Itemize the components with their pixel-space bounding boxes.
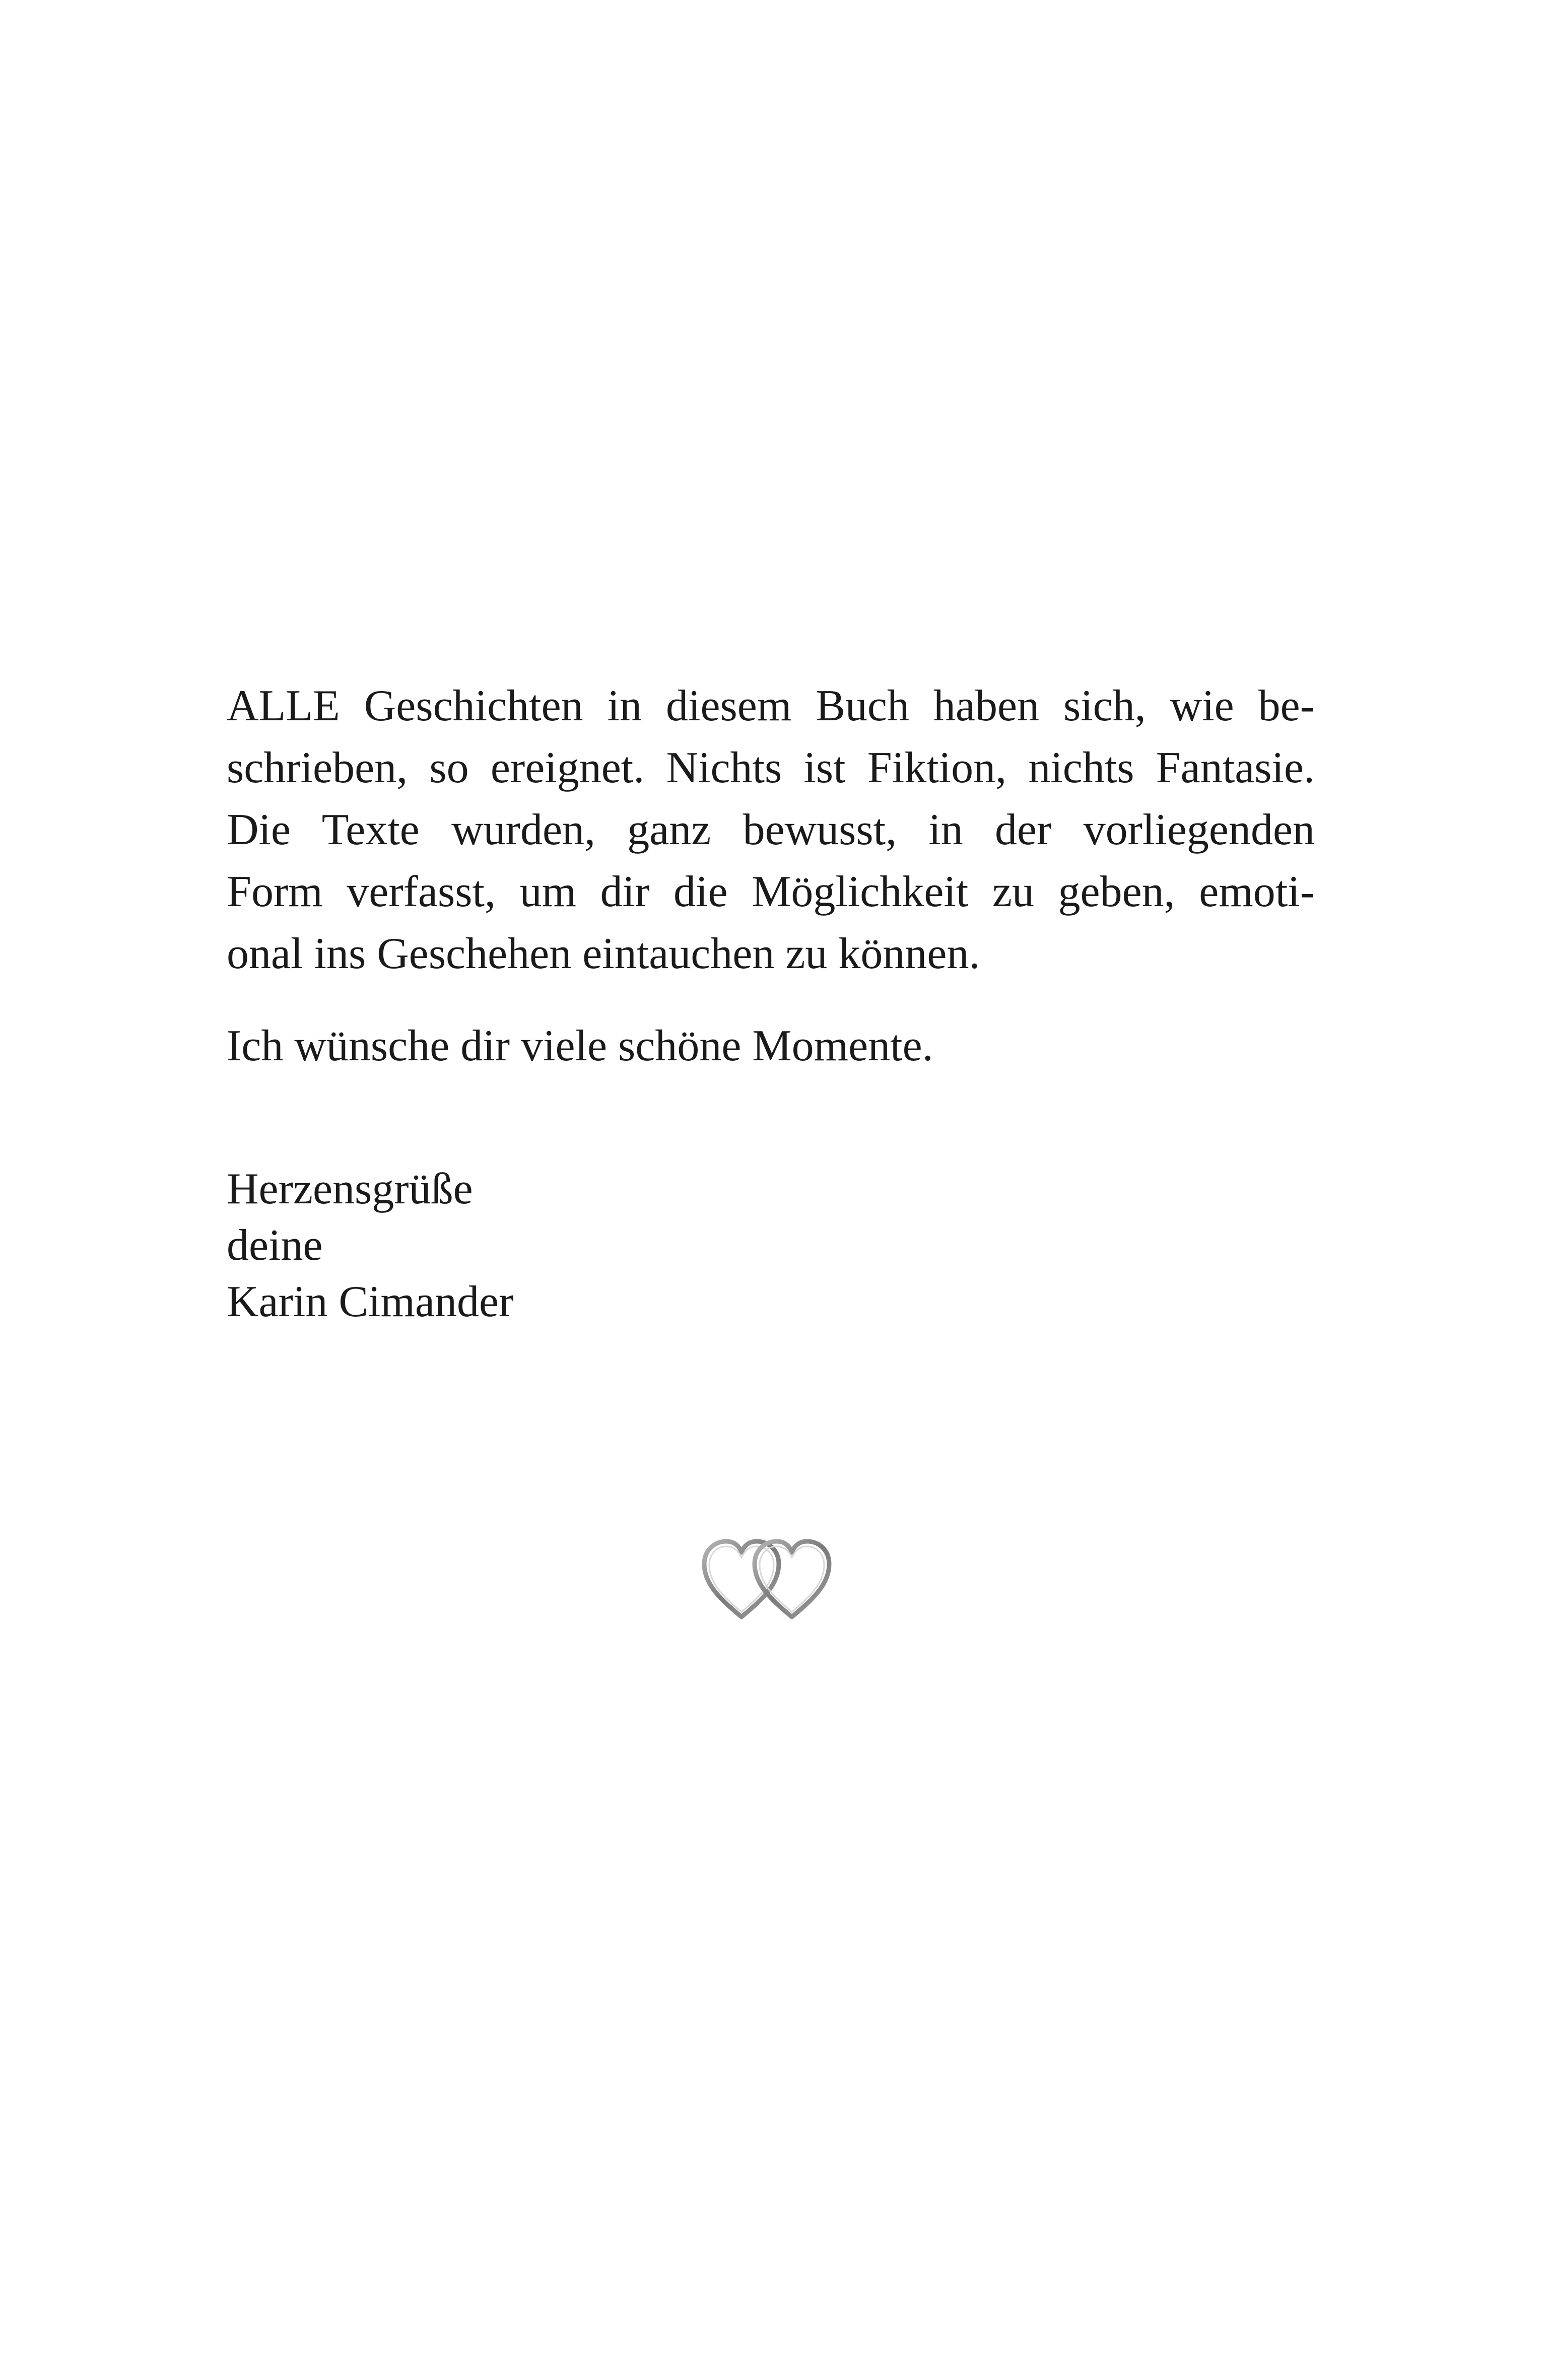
paragraph-line: Die Texte wurden, ganz bewusst, in der vorliegenden xyxy=(227,805,1315,854)
main-text xyxy=(227,675,1315,1077)
wish-line: Ich wünsche dir viele schöne Momente. xyxy=(227,1022,933,1070)
paragraph-line: Form verfasst, um dir die Möglichkeit zu geben, emoti- xyxy=(227,867,1315,916)
author-name: Karin Cimander xyxy=(227,1277,514,1326)
signoff-pronoun: deine xyxy=(227,1221,323,1270)
double-hearts-icon xyxy=(700,1536,839,1622)
signoff xyxy=(227,1161,513,1330)
paragraph-line: onal ins Geschehen eintauchen zu können. xyxy=(227,929,980,978)
paragraph-line: schrieben, so ereignet. Nichts ist Fiktion, nichts Fantasie. xyxy=(227,743,1315,792)
paragraph-line: ALLE Geschichten in diesem Buch haben sich, wie be- xyxy=(227,682,1315,730)
intro-paragraph xyxy=(227,675,1315,985)
greeting: Herzensgrüße xyxy=(227,1165,473,1213)
